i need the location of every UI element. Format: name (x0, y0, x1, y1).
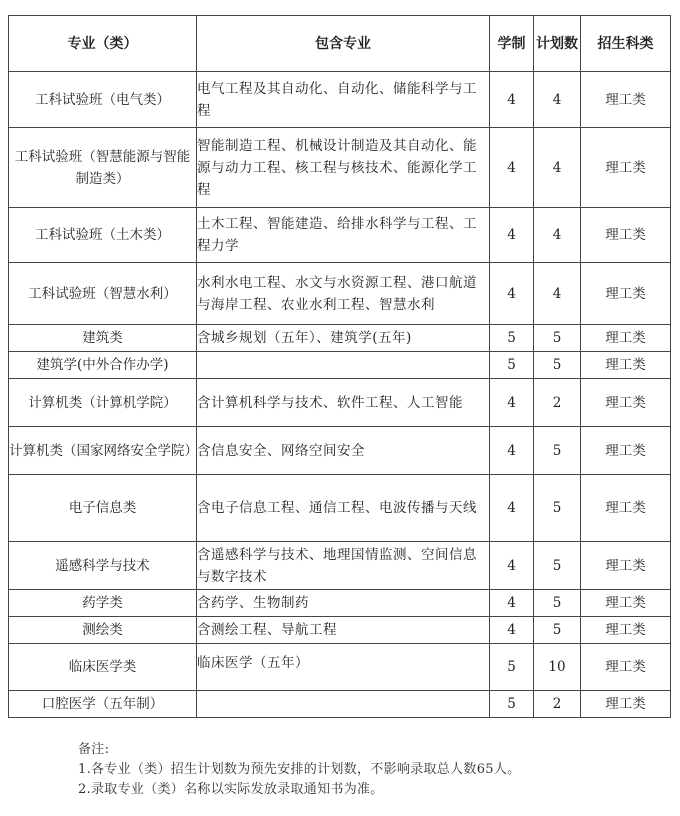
cell-plan: 4 (534, 128, 581, 208)
cell-years: 5 (490, 352, 534, 379)
notes-section (78, 740, 520, 800)
header-plan: 计划数 (534, 16, 581, 72)
cell-category: 理工类 (581, 644, 671, 691)
cell-years: 4 (490, 617, 534, 644)
cell-plan: 4 (534, 72, 581, 128)
cell-major: 计算机类（计算机学院） (9, 379, 197, 427)
cell-years: 4 (490, 475, 534, 542)
cell-plan: 5 (534, 325, 581, 352)
note-item: 2.录取专业（类）名称以实际发放录取通知书为准。 (78, 782, 384, 797)
cell-includes: 含遥感科学与技术、地理国情监测、空间信息与数字技术 (197, 542, 490, 590)
cell-years: 4 (490, 590, 534, 617)
cell-category: 理工类 (581, 617, 671, 644)
cell-includes (197, 691, 490, 718)
cell-major: 工科试验班（智慧水利） (9, 263, 197, 325)
cell-category: 理工类 (581, 542, 671, 590)
cell-years: 5 (490, 325, 534, 352)
cell-major: 建筑类 (9, 325, 197, 352)
cell-category: 理工类 (581, 379, 671, 427)
header-category: 招生科类 (581, 16, 671, 72)
cell-plan: 4 (534, 208, 581, 263)
cell-major: 建筑学(中外合作办学) (9, 352, 197, 379)
cell-plan: 4 (534, 263, 581, 325)
header-includes: 包含专业 (197, 16, 490, 72)
cell-years: 4 (490, 427, 534, 475)
cell-years: 5 (490, 691, 534, 718)
table-row (9, 72, 671, 128)
cell-includes: 含计算机科学与技术、软件工程、人工智能 (197, 379, 490, 427)
cell-years: 4 (490, 263, 534, 325)
cell-category: 理工类 (581, 325, 671, 352)
table-row (9, 352, 671, 379)
table-row (9, 617, 671, 644)
note-item: 1.各专业（类）招生计划数为预先安排的计划数，不影响录取总人数65人。 (78, 762, 521, 777)
cell-major: 临床医学类 (9, 644, 197, 691)
cell-plan: 5 (534, 427, 581, 475)
cell-includes: 含测绘工程、导航工程 (197, 617, 490, 644)
table-row (9, 590, 671, 617)
cell-category: 理工类 (581, 352, 671, 379)
cell-major: 计算机类（国家网络安全学院） (9, 427, 197, 475)
cell-major: 工科试验班（电气类） (9, 72, 197, 128)
table-row (9, 379, 671, 427)
cell-plan: 5 (534, 352, 581, 379)
enrollment-plan-table (8, 15, 671, 718)
header-years: 学制 (490, 16, 534, 72)
cell-major: 测绘类 (9, 617, 197, 644)
cell-major: 工科试验班（智慧能源与智能制造类） (9, 128, 197, 208)
cell-years: 4 (490, 542, 534, 590)
notes-title: 备注: (78, 742, 110, 757)
cell-category: 理工类 (581, 590, 671, 617)
table-row (9, 644, 671, 691)
cell-plan: 5 (534, 475, 581, 542)
cell-major: 药学类 (9, 590, 197, 617)
cell-category: 理工类 (581, 475, 671, 542)
cell-years: 4 (490, 72, 534, 128)
header-major: 专业（类） (9, 16, 197, 72)
cell-years: 4 (490, 208, 534, 263)
cell-major: 电子信息类 (9, 475, 197, 542)
table-row (9, 475, 671, 542)
cell-plan: 5 (534, 542, 581, 590)
cell-includes: 含城乡规划（五年）、建筑学(五年) (197, 325, 490, 352)
table-row (9, 325, 671, 352)
cell-plan: 2 (534, 379, 581, 427)
cell-includes: 含药学、生物制药 (197, 590, 490, 617)
cell-includes: 水利水电工程、水文与水资源工程、港口航道与海岸工程、农业水利工程、智慧水利 (197, 263, 490, 325)
table-row (9, 128, 671, 208)
table-row (9, 691, 671, 718)
cell-includes: 电气工程及其自动化、自动化、储能科学与工程 (197, 72, 490, 128)
cell-major: 遥感科学与技术 (9, 542, 197, 590)
cell-includes: 含电子信息工程、通信工程、电波传播与天线 (197, 475, 490, 542)
table-row (9, 542, 671, 590)
cell-includes (197, 352, 490, 379)
cell-includes: 含信息安全、网络空间安全 (197, 427, 490, 475)
cell-includes: 临床医学（五年） (197, 644, 490, 691)
cell-plan: 5 (534, 590, 581, 617)
cell-major: 口腔医学（五年制） (9, 691, 197, 718)
cell-includes: 土木工程、智能建造、给排水科学与工程、工程力学 (197, 208, 490, 263)
table-row (9, 263, 671, 325)
cell-category: 理工类 (581, 72, 671, 128)
cell-years: 5 (490, 644, 534, 691)
cell-category: 理工类 (581, 263, 671, 325)
cell-category: 理工类 (581, 208, 671, 263)
cell-years: 4 (490, 379, 534, 427)
cell-category: 理工类 (581, 128, 671, 208)
cell-plan: 2 (534, 691, 581, 718)
cell-plan: 5 (534, 617, 581, 644)
table-row (9, 208, 671, 263)
cell-category: 理工类 (581, 427, 671, 475)
cell-category: 理工类 (581, 691, 671, 718)
cell-includes: 智能制造工程、机械设计制造及其自动化、能源与动力工程、核工程与核技术、能源化学工程 (197, 128, 490, 208)
table-header-row (9, 16, 671, 72)
cell-major: 工科试验班（土木类） (9, 208, 197, 263)
cell-years: 4 (490, 128, 534, 208)
table-row (9, 427, 671, 475)
cell-plan: 10 (534, 644, 581, 691)
